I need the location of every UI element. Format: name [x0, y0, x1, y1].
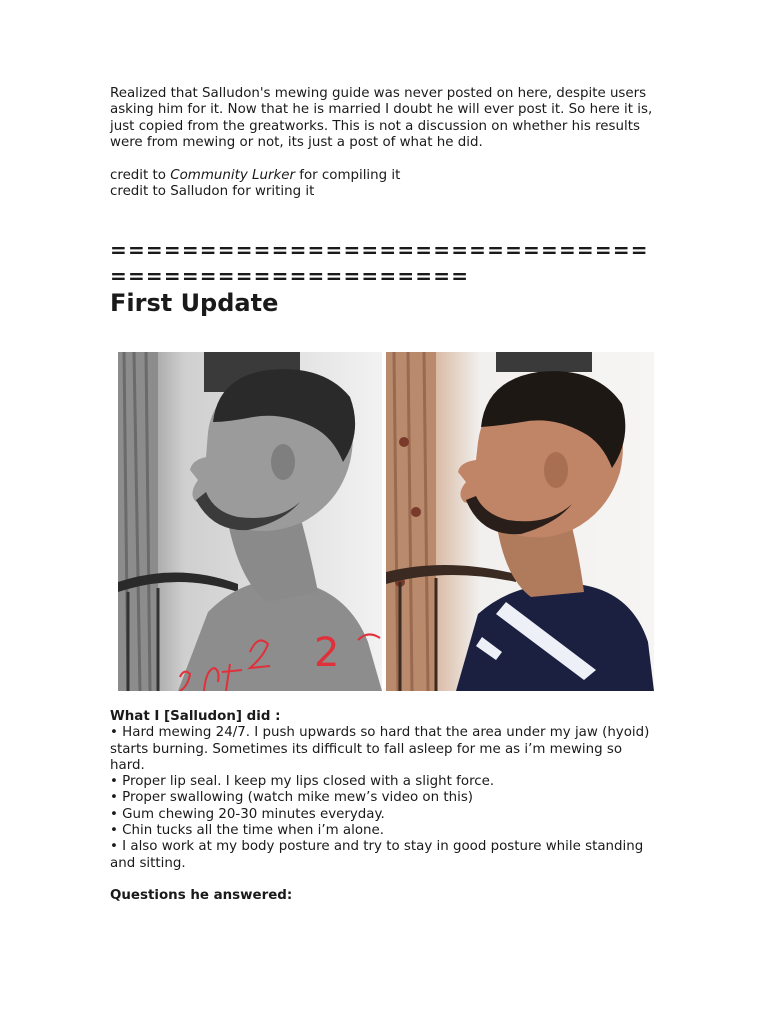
after-photo [386, 352, 654, 691]
list-item-text: Gum chewing 20-30 minutes everyday. [122, 806, 385, 822]
list-item [110, 725, 660, 774]
before-profile-image [118, 352, 382, 691]
credit-line-writer: credit to Salludon for writing it [110, 184, 315, 200]
list-item-text: Proper swallowing (watch mike mew’s video on this) [122, 790, 474, 806]
questions-heading: Questions he answered: [110, 887, 293, 903]
steps-list [110, 725, 660, 872]
list-item-text: I also work at my body posture and try to stay in good posture while standing and sitting. [110, 839, 644, 871]
list-item-text: Hard mewing 24/7. I push upwards so hard that the area under my jaw (hyoid) starts burning. Sometimes its difficult to fall asleep for me as i’m mewing so hard. [110, 725, 650, 773]
before-annotation: 2 [314, 630, 340, 676]
guide-section [110, 709, 660, 904]
credit-line-compiler [110, 168, 660, 184]
list-item [110, 823, 660, 839]
bullet-icon: • [110, 839, 118, 855]
bullet-icon: • [110, 823, 118, 839]
before-photo [118, 352, 382, 691]
bullet-icon: • [110, 806, 118, 822]
intro-section [110, 86, 660, 200]
bullet-icon: • [110, 725, 118, 741]
page-title: First Update [110, 289, 279, 318]
list-item [110, 790, 660, 806]
intro-paragraph: Realized that Salludon's mewing guide was never posted on here, despite users asking him for it. Now that he is married I doubt he will ever post it. So here it is, just copied from the greatworks. This is not a discussion on whether his results were from mewing or not, its just a post of what he did. [110, 86, 653, 151]
list-item-text: Proper lip seal. I keep my lips closed with a slight force. [122, 774, 495, 790]
document-body [110, 86, 660, 317]
section-heading: What I [Salludon] did : [110, 709, 281, 724]
list-item [110, 807, 660, 823]
separator-line: ================================================== [110, 238, 649, 289]
bullet-icon: • [110, 774, 118, 790]
credit-compiler-name: Community Lurker [170, 167, 295, 183]
list-item [110, 774, 660, 790]
after-profile-image [386, 352, 654, 691]
before-after-photos [118, 352, 654, 691]
credit-suffix: for compiling it [294, 167, 401, 183]
list-item [110, 839, 660, 872]
bullet-icon: • [110, 790, 118, 806]
credit-prefix: credit to [110, 167, 171, 183]
list-item-text: Chin tucks all the time when i’m alone. [122, 823, 385, 839]
